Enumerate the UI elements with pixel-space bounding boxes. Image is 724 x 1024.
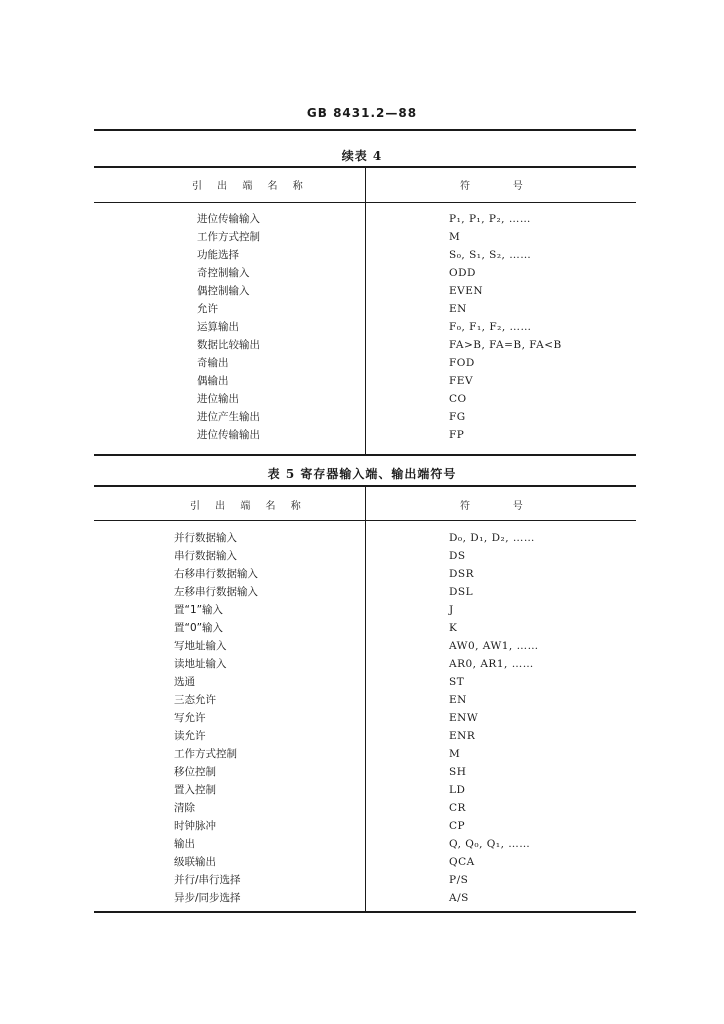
terminal-name: 功能选择 — [197, 249, 239, 261]
table5-row — [0, 529, 724, 547]
table4-row — [0, 264, 724, 282]
table5-row — [0, 673, 724, 691]
table5-row — [0, 799, 724, 817]
terminal-name: 输出 — [174, 838, 195, 850]
terminal-symbol: ODD — [449, 267, 476, 279]
terminal-name: 偶控制输入 — [197, 285, 250, 297]
table4-bottom-rule — [94, 454, 636, 456]
terminal-name: 异步/同步选择 — [174, 892, 241, 904]
terminal-symbol: DSL — [449, 586, 474, 598]
terminal-symbol: EN — [449, 303, 467, 315]
table5-row — [0, 619, 724, 637]
table5-col-symbol-header: 符 号 — [460, 501, 529, 512]
table5-caption: 表 5 寄存器输入端、输出端符号 — [267, 467, 457, 481]
terminal-symbol: ST — [449, 676, 465, 688]
table5-row — [0, 601, 724, 619]
table5-row — [0, 565, 724, 583]
terminal-symbol: SH — [449, 766, 467, 778]
terminal-name: 读允许 — [174, 730, 206, 742]
terminal-symbol: P₁, P₁, P₂, …… — [449, 213, 531, 225]
table5-row — [0, 691, 724, 709]
table4-row — [0, 336, 724, 354]
table5-row — [0, 655, 724, 673]
table4-row — [0, 390, 724, 408]
terminal-name: 置“1”输入 — [174, 604, 224, 616]
terminal-name: 进位传输输入 — [197, 213, 260, 225]
table4-row — [0, 210, 724, 228]
table4-row — [0, 228, 724, 246]
terminal-symbol: P/S — [449, 874, 469, 886]
terminal-name: 工作方式控制 — [174, 748, 237, 760]
terminal-name: 三态允许 — [174, 694, 216, 706]
terminal-symbol: ENW — [449, 712, 479, 724]
table4-row — [0, 318, 724, 336]
table5-row — [0, 763, 724, 781]
table4-row — [0, 408, 724, 426]
terminal-name: 选通 — [174, 676, 195, 688]
table5-row — [0, 709, 724, 727]
terminal-symbol: DS — [449, 550, 466, 562]
terminal-symbol: FOD — [449, 357, 475, 369]
table4-row — [0, 246, 724, 264]
table5-row — [0, 835, 724, 853]
table5-row — [0, 583, 724, 601]
terminal-name: 左移串行数据输入 — [174, 586, 258, 598]
terminal-name: 读地址输入 — [174, 658, 227, 670]
terminal-name: 级联输出 — [174, 856, 216, 868]
terminal-symbol: LD — [449, 784, 466, 796]
terminal-name: 置“0”输入 — [174, 622, 224, 634]
terminal-name: 进位产生输出 — [197, 411, 260, 423]
terminal-symbol: EN — [449, 694, 467, 706]
terminal-name: 允许 — [197, 303, 218, 315]
terminal-name: 运算输出 — [197, 321, 239, 333]
terminal-symbol: S₀, S₁, S₂, …… — [449, 249, 532, 261]
table4-row — [0, 426, 724, 444]
terminal-symbol: ENR — [449, 730, 476, 742]
terminal-symbol: F₀, F₁, F₂, …… — [449, 321, 532, 333]
terminal-name: 偶输出 — [197, 375, 229, 387]
table5-col-name-header: 引 出 端 名 称 — [190, 501, 307, 512]
terminal-symbol: Q, Q₀, Q₁, …… — [449, 838, 531, 850]
table4-row — [0, 372, 724, 390]
table4-caption: 续表 4 — [341, 149, 383, 163]
terminal-symbol: FG — [449, 411, 466, 423]
terminal-symbol: FEV — [449, 375, 474, 387]
table5-row — [0, 889, 724, 907]
table4-col-symbol-header: 符 号 — [460, 181, 529, 192]
header-rule — [94, 129, 636, 131]
terminal-name: 写地址输入 — [174, 640, 227, 652]
terminal-symbol: CO — [449, 393, 467, 405]
terminal-symbol: FP — [449, 429, 465, 441]
terminal-name: 置入控制 — [174, 784, 216, 796]
terminal-symbol: CR — [449, 802, 466, 814]
terminal-symbol: AW0, AW1, …… — [449, 640, 539, 652]
table5-row — [0, 745, 724, 763]
terminal-symbol: M — [449, 748, 461, 760]
terminal-symbol: A/S — [449, 892, 469, 904]
terminal-symbol: M — [449, 231, 461, 243]
terminal-name: 串行数据输入 — [174, 550, 237, 562]
terminal-name: 清除 — [174, 802, 195, 814]
terminal-name: 进位输出 — [197, 393, 239, 405]
terminal-symbol: AR0, AR1, …… — [449, 658, 534, 670]
terminal-name: 奇输出 — [197, 357, 229, 369]
terminal-symbol: J — [449, 604, 454, 616]
table4-row — [0, 282, 724, 300]
table5-row — [0, 853, 724, 871]
table5-bottom-rule — [94, 911, 636, 913]
table5-row — [0, 871, 724, 889]
terminal-name: 移位控制 — [174, 766, 216, 778]
terminal-symbol: QCA — [449, 856, 475, 868]
table4-row — [0, 354, 724, 372]
terminal-name: 数据比较输出 — [197, 339, 260, 351]
terminal-name: 工作方式控制 — [197, 231, 260, 243]
table5-row — [0, 637, 724, 655]
terminal-name: 进位传输输出 — [197, 429, 260, 441]
table4-row — [0, 300, 724, 318]
terminal-symbol: K — [449, 622, 458, 634]
terminal-name: 时钟脉冲 — [174, 820, 216, 832]
standard-code: GB 8431.2—88 — [306, 106, 418, 120]
terminal-name: 并行数据输入 — [174, 532, 237, 544]
terminal-symbol: D₀, D₁, D₂, …… — [449, 532, 535, 544]
terminal-symbol: DSR — [449, 568, 475, 580]
terminal-name: 写允许 — [174, 712, 206, 724]
terminal-name: 奇控制输入 — [197, 267, 250, 279]
terminal-name: 右移串行数据输入 — [174, 568, 258, 580]
table5-row — [0, 817, 724, 835]
terminal-name: 并行/串行选择 — [174, 874, 241, 886]
terminal-symbol: CP — [449, 820, 466, 832]
terminal-symbol: EVEN — [449, 285, 484, 297]
terminal-symbol: FA>B, FA=B, FA<B — [449, 339, 562, 351]
table4-body — [0, 210, 724, 444]
table4-col-name-header: 引 出 端 名 称 — [192, 181, 309, 192]
table5-row — [0, 547, 724, 565]
table5-row — [0, 781, 724, 799]
table5-row — [0, 727, 724, 745]
table5-body — [0, 529, 724, 907]
